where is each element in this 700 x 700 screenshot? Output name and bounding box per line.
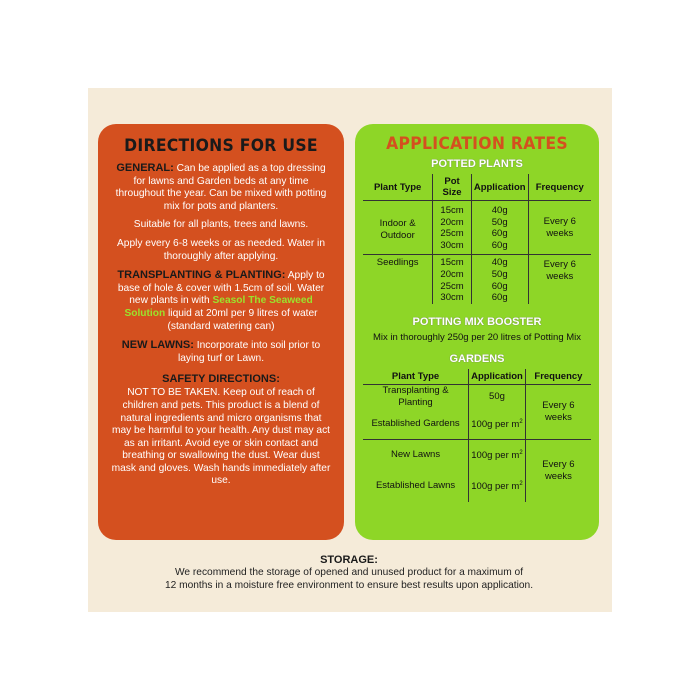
lawns-paragraph xyxy=(110,339,332,365)
storage-text-2: 12 months in a moisture free environment to ensure best results upon application. xyxy=(164,580,534,591)
safety-title: SAFETY DIRECTIONS: xyxy=(162,373,280,386)
storage-section xyxy=(98,554,600,592)
plant-type-cell: Established Gardens xyxy=(371,417,460,429)
potted-header: Application xyxy=(471,174,528,201)
application-cell: 100g per $m^2$ xyxy=(469,409,526,440)
potted-header-row xyxy=(363,174,591,201)
booster-text: Mix in thoroughly 250g per 20 litres of Potting Mix xyxy=(372,331,582,343)
frequency-cell: Every 6 weeks xyxy=(525,439,591,502)
frequency-cell: Every 6 weeks xyxy=(525,384,591,439)
pot-size-cell: 15cm xyxy=(433,201,472,217)
gardens-table xyxy=(363,369,591,502)
pot-size-cell: 30cm xyxy=(433,292,472,304)
potted-header: Pot Size xyxy=(433,174,472,201)
potted-header: Frequency xyxy=(528,174,591,201)
application-cell: 60g xyxy=(471,240,528,255)
potted-header: Plant Type xyxy=(363,174,433,201)
directions-card xyxy=(98,124,344,540)
transplant-lead: TRANSPLANTING & PLANTING: xyxy=(117,269,286,282)
plant-type-cell: Indoor & Outdoor xyxy=(379,218,416,241)
brand-name: Seasol The Seaweed Solution xyxy=(124,295,313,319)
gardens-header: Application xyxy=(469,369,526,385)
table-row xyxy=(363,439,591,470)
general-paragraph xyxy=(110,162,332,213)
application-cell: 50g xyxy=(471,217,528,229)
general-lead: GENERAL: xyxy=(116,162,174,174)
application-title: APPLICATION RATES xyxy=(386,134,568,154)
pot-size-cell: 20cm xyxy=(433,269,472,281)
directions-title: DIRECTIONS FOR USE xyxy=(124,136,318,156)
application-cell: 40g xyxy=(471,201,528,217)
gardens-header: Frequency xyxy=(525,369,591,385)
gardens-title: GARDENS xyxy=(449,352,505,365)
table-row xyxy=(363,384,591,409)
pot-size-cell: 20cm xyxy=(433,217,472,229)
lawns-lead: NEW LAWNS: xyxy=(121,339,194,352)
application-cell: 40g xyxy=(471,255,528,269)
application-card xyxy=(355,124,599,540)
application-cell: 100g per $m^2$ xyxy=(469,470,526,502)
potted-title: POTTED PLANTS xyxy=(431,158,523,170)
storage-title: STORAGE: xyxy=(320,554,378,566)
lawns-text: Incorporate into soil prior to laying turf or Lawn. xyxy=(177,340,321,364)
pot-size-cell: 25cm xyxy=(433,228,472,240)
plant-type-cell: Established Lawns xyxy=(375,479,456,491)
booster-title: POTTING MIX BOOSTER xyxy=(412,315,542,328)
application-cell: 60g xyxy=(471,281,528,293)
storage-text-1: We recommend the storage of opened and unused product for a maximum of xyxy=(174,567,524,578)
application-cell: 60g xyxy=(471,228,528,240)
plant-type-cell: Transplanting & Planting xyxy=(382,385,449,408)
apply-text: Apply every 6-8 weeks or as needed. Water in thoroughly after applying. xyxy=(116,237,325,262)
plant-type-cell: Seedlings xyxy=(363,255,433,304)
application-cell: 100g per $m^2$ xyxy=(469,439,526,470)
plant-type-cell: New Lawns xyxy=(363,439,469,470)
gardens-header-row xyxy=(363,369,591,385)
gardens-header: Plant Type xyxy=(363,369,469,385)
table-row xyxy=(363,201,591,217)
frequency-cell: Every 6 weeks xyxy=(528,201,591,255)
pot-size-cell: 25cm xyxy=(433,281,472,293)
application-cell: 60g xyxy=(471,292,528,304)
table-row xyxy=(363,255,591,269)
frequency-cell: Every 6 weeks xyxy=(528,255,591,304)
transplant-paragraph xyxy=(110,269,332,333)
general-text: Can be applied as a top dressing for lawns and Garden beds at any time throughout the year. Can be mixed with potting mix for pots and planters. xyxy=(115,163,327,212)
transplant-text-2: liquid at 20ml per 9 litres of water (standard watering can) xyxy=(167,307,318,332)
pot-size-cell: 15cm xyxy=(433,255,472,269)
transplant-text-1: Apply to base of hole & cover with 1.5cm of soil. Water new plants in with xyxy=(117,270,325,307)
pot-size-cell: 30cm xyxy=(433,240,472,255)
application-cell: 50g xyxy=(469,384,526,409)
suitable-text: Suitable for all plants, trees and lawns. xyxy=(133,219,309,231)
potted-table xyxy=(363,174,591,304)
application-cell: 50g xyxy=(471,269,528,281)
safety-text: NOT TO BE TAKEN. Keep out of reach of children and pets. This product is a blend of natural ingredients and micro organisms that may be harmful to your health. Any dust may act as an irritant. Avoid eye or skin contact and breathing or swallowing the dust. Wear dust mask and gloves. Wash hands immediately after use. xyxy=(111,387,331,487)
